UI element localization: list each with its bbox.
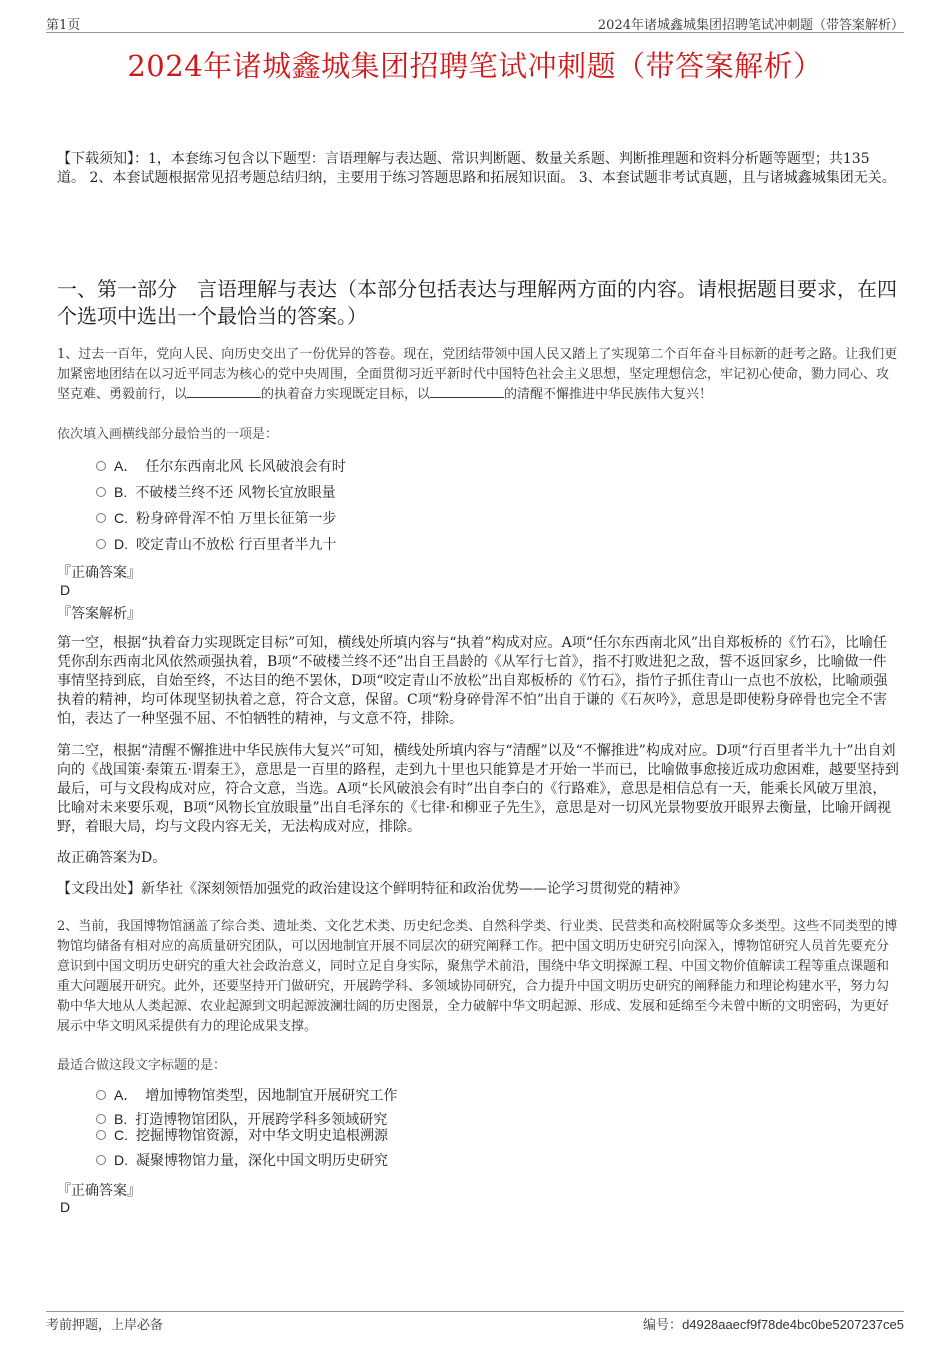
question-2-text: 2、当前，我国博物馆涵盖了综合类、遗址类、文化艺术类、历史纪念类、自然科学类、行业类、民营类和高校附属等众多类型。这些不同类型的博物馆均储备有相对应的高质量研究团队，可以因地制宜开展不同层次的研究阐释工作。把中国文明历史研究引向深入，博物馆研究人员首先要充分意识到中国文明历史研究的重大社会政治意义，同时立足自身实际，聚焦学术前沿，围绕中华文明探源工程、中国文物价值解读工程等重点课题和重大问题展开研究。此外，还要坚持开门做研究，开展跨学科、多领域协同研究，合力提升中国文明历史研究的阐释能力和理论构建水平，努力勾勒中华大地从人类起源、农业起源到文明起源波澜壮阔的历史图景，全力破解中华文明起源、形成、发展和延绵至今未曾中断的文明密码，为更好展示中华文明风采提供有力的理论成果支撑。 — [57, 919, 898, 1034]
radio-icon[interactable] — [96, 1130, 106, 1140]
radio-icon[interactable] — [96, 461, 106, 471]
question-2-option-b[interactable]: B. 打造博物馆团队，开展跨学科多领域研究 — [96, 1108, 387, 1130]
radio-icon[interactable] — [96, 487, 106, 497]
question-1-prompt: 依次填入画横线部分最恰当的一项是： — [57, 427, 279, 442]
blank-1 — [187, 385, 261, 398]
question-1-option-c[interactable]: C. 粉身碎骨浑不怕 万里长征第一步 — [96, 507, 336, 529]
question-1-text: 1、过去一百年，党向人民、向历史交出了一份优异的答卷。现在，党团结带领中国人民又踏上了实现第二个百年奋斗目标新的赶考之路。让我们更加紧密地团结在以习近平同志为核心的党中央周围，全面贯彻习近平新时代中国特色社会主义思想，坚定理想信念，牢记初心使命，勠力同心、攻坚克难、勇毅前行，以 的执着奋力实现既定目标，以 的清醒不懈推进中华民族伟大复兴！ — [57, 347, 898, 402]
blank-2 — [430, 385, 504, 398]
question-2-option-a[interactable]: A． 增加博物馆类型，因地制宜开展研究工作 — [96, 1084, 397, 1106]
question-1-conclusion: 故正确答案为D。 — [57, 850, 167, 866]
serial-code: d4928aaecf9f78de4bc0be5207237ce5 — [682, 1317, 904, 1332]
section-title: 一、第一部分 言语理解与表达（本部分包括表达与理解两方面的内容。请根据题目要求，在四个选项中选出一个最恰当的答案。） — [57, 277, 897, 328]
page-number: 第1页 — [46, 18, 81, 33]
radio-icon[interactable] — [96, 513, 106, 523]
question-1-option-d[interactable]: D. 咬定青山不放松 行百里者半九十 — [96, 533, 336, 555]
radio-icon[interactable] — [96, 1090, 106, 1100]
footer-divider — [46, 1311, 904, 1312]
page-title: 2024年诸城鑫城集团招聘笔试冲刺题（带答案解析） — [127, 49, 823, 83]
radio-icon[interactable] — [96, 1114, 106, 1124]
footer-slogan: 考前押题，上岸必备 — [46, 1318, 164, 1333]
question-2-option-c[interactable]: C. 挖掘博物馆资源，对中华文明史追根溯源 — [96, 1124, 388, 1146]
question-1-answer: D — [60, 582, 71, 598]
question-1-option-b[interactable]: B. 不破楼兰终不还 风物长宜放眼量 — [96, 481, 336, 503]
question-2-option-d[interactable]: D. 凝聚博物馆力量，深化中国文明历史研究 — [96, 1149, 388, 1171]
question-1-option-a[interactable]: A． 任尔东西南北风 长风破浪会有时 — [96, 455, 346, 477]
radio-icon[interactable] — [96, 539, 106, 549]
download-notice: 【下载须知】：1，本套练习包含以下题型：言语理解与表达题、常识判断题、数量关系题、判断推理题和资料分析题等题型；共135道。 2、本套试题根据常见招考题总结归纳，主要用于练习答题思路和拓展知识面。 3、本套试题非考试真题，且与诸城鑫城集团无关。 — [57, 151, 896, 186]
question-2-answer-label: 『正确答案』 — [57, 1183, 141, 1199]
question-2-prompt: 最适合做这段文字标题的是： — [57, 1058, 227, 1073]
footer-serial: 编号：d4928aaecf9f78de4bc0be5207237ce5 — [643, 1317, 904, 1333]
question-1-analysis-label: 『答案解析』 — [57, 606, 141, 622]
question-1-analysis-1: 第一空，根据“执着奋力实现既定目标”可知，横线处所填内容与“执着”构成对应。A项“任尔东西南北风”出自郑板桥的《竹石》，比喻任凭你刮东西南北风依然顽强执着，B项“不破楼兰终不还”出自王昌龄的《从军行七首》，指不打败进犯之敌，誓不返回家乡，比喻做一件事情坚持到底，自始至终，不达目的绝不罢休，D项“咬定青山不放松”出自郑板桥的《竹石》，指竹子抓住青山一点也不放松，比喻顽强执着的精神，均可体现坚韧执着之意，符合文意，保留。C项“粉身碎骨浑不怕”出自于谦的《石灰吟》，意思是即使粉身碎骨也完全不害怕，表达了一种坚强不屈、不怕牺牲的精神，与文意不符，排除。 — [57, 635, 888, 727]
question-1-answer-label: 『正确答案』 — [57, 565, 141, 581]
radio-icon[interactable] — [96, 1155, 106, 1165]
question-2-answer: D — [60, 1199, 71, 1215]
header-doc-title: 2024年诸城鑫城集团招聘笔试冲刺题（带答案解析） — [597, 18, 904, 33]
page-header — [46, 14, 904, 33]
question-1-analysis-2: 第二空，根据“清醒不懈推进中华民族伟大复兴”可知，横线处所填内容与“清醒”以及“不懈推进”构成对应。D项“行百里者半九十”出自刘向的《战国策·秦策五·谓秦王》，意思是一百里的路程，走到九十里也只能算是才开始一半而已，比喻做事愈接近成功愈困难，越要坚持到最后，可与文段构成对应，符合文意，当选。A项“长风破浪会有时”出自李白的《行路难》，意思是相信总有一天，能乘长风破万里浪，比喻对未来要乐观，B项“风物长宜放眼量”出自毛泽东的《七律·和柳亚子先生》，意思是对一切风光景物要放开眼界去衡量，比喻开阔视野，着眼大局，均与文段内容无关，无法构成对应，排除。 — [57, 743, 899, 835]
question-1-source: 【文段出处】新华社《深刻领悟加强党的政治建设这个鲜明特征和政治优势——论学习贯彻党的精神》 — [57, 881, 687, 897]
